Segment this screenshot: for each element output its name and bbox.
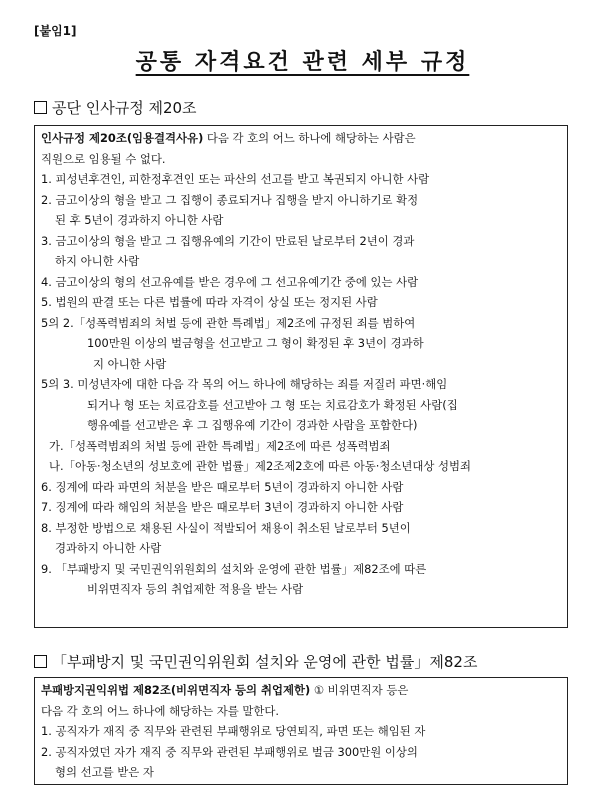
sub-item: 나.「아동·청소년의 성보호에 관한 법률」제2조제2호에 따른 아동·청소년대상 성범죄 (49, 459, 471, 473)
list-item-cont: 되거나 형 또는 치료감호를 선고받아 그 형 또는 치료감호가 확정된 사람(집 (87, 397, 458, 412)
attachment-label: [붙임1] (34, 24, 77, 38)
sub-item: 가.「성폭력범죄의 처벌 등에 관한 특례법」제2조에 따른 성폭력범죄 (49, 438, 391, 453)
section-heading-anticorruption-act (34, 651, 477, 672)
list-item: 5. 법원의 판결 또는 다른 법률에 따라 자격이 상실 또는 정지된 사람 (41, 295, 378, 309)
list-item-cont: 경과하지 아니한 사람 (55, 541, 162, 555)
checkbox-icon (34, 655, 47, 668)
list-item-cont: 하지 아니한 사람 (55, 254, 140, 268)
list-item: 1. 피성년후견인, 피한정후견인 또는 파산의 선고를 받고 복권되지 아니한 사람 (41, 172, 430, 186)
list-item: 2. 공직자였던 자가 재직 중 직무와 관련된 부패행위로 벌금 300만원 이상의 (41, 744, 418, 759)
list-item-cont: 형의 선고를 받은 자 (55, 765, 154, 779)
intro-rest: ① 비위면직자 등은 (310, 683, 409, 697)
list-item-cont: 100만원 이상의 벌금형을 선고받고 그 형이 확정된 후 3년이 경과하 (87, 336, 424, 350)
list-item-cont: 행유예를 선고받은 후 그 집행유예 기간이 경과한 사람을 포함한다) (87, 418, 418, 432)
list-item: 2. 금고이상의 형을 받고 그 집행이 종료되거나 집행을 받지 아니하기로 확정 (41, 192, 419, 207)
list-item: 5의 3. 미성년자에 대한 다음 각 목의 어느 하나에 해당하는 죄를 저질러 파면·해임 (41, 377, 448, 391)
list-item: 4. 금고이상의 형의 선고유예를 받은 경우에 그 선고유예기간 중에 있는 사람 (41, 274, 419, 289)
list-item: 6. 징계에 따라 파면의 처분을 받은 때로부터 5년이 경과하지 아니한 사람 (41, 479, 404, 494)
list-item: 3. 금고이상의 형을 받고 그 집행유예의 기간이 만료된 날로부터 2년이 경과 (41, 233, 415, 248)
list-item-cont: 지 아니한 사람 (93, 356, 167, 371)
intro-rest: 다음 각 호의 어느 하나에 해당하는 사람은 (203, 131, 416, 145)
list-item: 9. 「부패방지 및 국민권익위원회의 설치와 운영에 관한 법률」제82조에 따른 (41, 561, 427, 576)
anticorruption-act-box (34, 677, 568, 785)
section-heading-text: 「부패방지 및 국민권익위원회 설치와 운영에 관한 법률」제82조 (52, 653, 478, 671)
page-title (0, 45, 605, 76)
list-item-cont: 된 후 5년이 경과하지 아니한 사람 (55, 213, 224, 227)
list-item-cont: 비위면직자 등의 취업제한 적용을 받는 사람 (87, 582, 304, 596)
personnel-rules-box (34, 125, 568, 628)
intro-line (41, 128, 561, 149)
intro-bold: 부패방지권익위법 제82조(비위면직자 등의 취업제한) (41, 683, 311, 697)
checkbox-icon (34, 101, 47, 114)
page-title-text: 공통 자격요건 관련 세부 규정 (135, 50, 470, 75)
list-item: 5의 2.「성폭력범죄의 처벌 등에 관한 특례법」제2조에 규정된 죄를 범하여 (41, 315, 416, 330)
list-item: 8. 부정한 방법으로 채용된 사실이 적발되어 채용이 취소된 날로부터 5년이 (41, 520, 411, 535)
intro-line (41, 680, 561, 701)
list-item: 7. 징계에 따라 해임의 처분을 받은 때로부터 3년이 경과하지 아니한 사람 (41, 500, 404, 514)
list-item: 1. 공직자가 재직 중 직무와 관련된 부패행위로 당연퇴직, 파면 또는 해임된 자 (41, 724, 426, 738)
intro-line-2: 다음 각 호의 어느 하나에 해당하는 자를 말한다. (41, 703, 280, 718)
intro-line-2: 직원으로 임용될 수 없다. (41, 151, 166, 166)
intro-bold: 인사규정 제20조(임용결격사유) (41, 131, 204, 145)
section-heading-personnel-rules (34, 97, 197, 118)
section-heading-text: 공단 인사규정 제20조 (52, 99, 197, 117)
